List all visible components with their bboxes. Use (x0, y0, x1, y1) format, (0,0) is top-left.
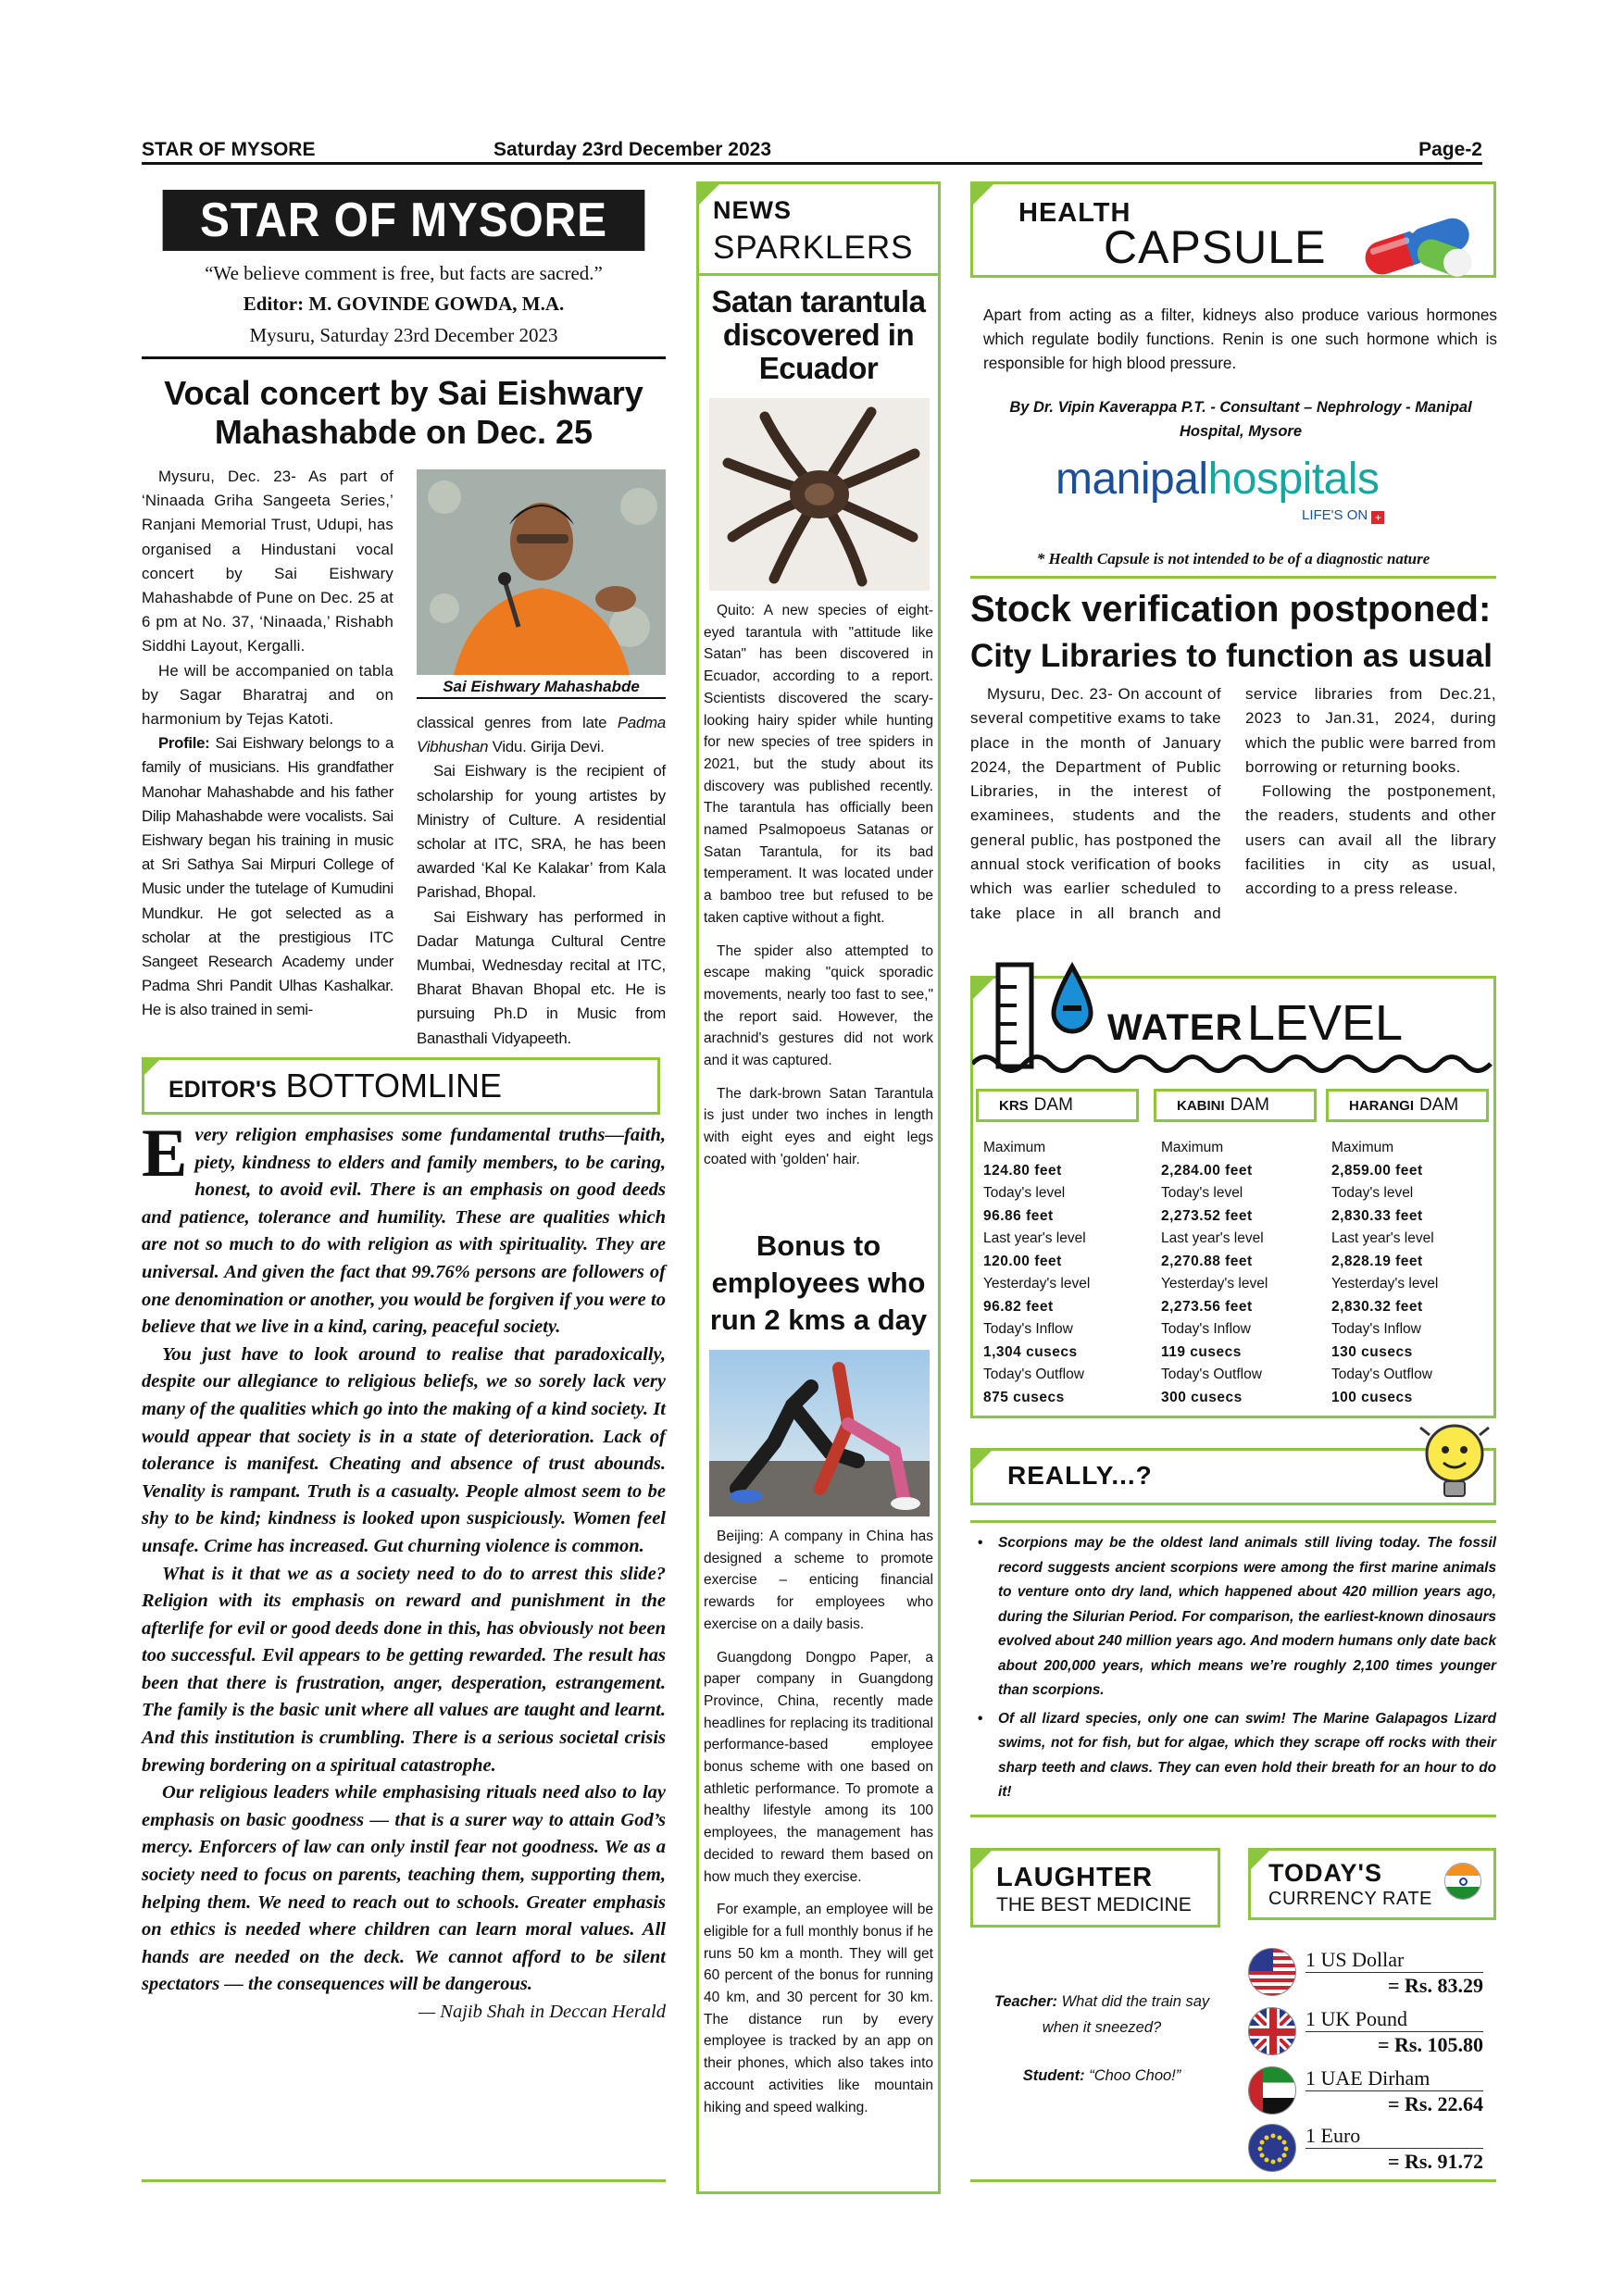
story-para: The dark-brown Satan Tarantula is just under two inches in length with eight eyes and eight legs coated with 'golden' hair. (704, 1085, 933, 1167)
editorial-body (142, 1116, 666, 2027)
krs-dam-header (976, 1089, 1139, 1122)
india-flag-icon (1444, 1863, 1481, 1900)
joke-line: What did the train say when it sneezed? (1042, 1993, 1210, 2036)
health-disclaimer: * Health Capsule is not intended to be of a diagnostic nature (1036, 550, 1430, 568)
sparklers-title-bold: NEWS (713, 196, 792, 224)
stock-body (970, 682, 1496, 926)
currency-row-usd (1248, 1948, 1483, 2000)
stat-label: Today's Outflow (983, 1366, 1084, 1382)
stock-subhead: City Libraries to function as usual (970, 638, 1493, 674)
concert-body-left (142, 465, 394, 1023)
currency-name: 1 UAE Dirham (1305, 2066, 1430, 2090)
dam-abbr: KRS (999, 1098, 1029, 1114)
stat-value: 2,284.00 feet (1161, 1162, 1253, 1179)
title-corner-mark (970, 181, 996, 207)
title-corner-mark (142, 1057, 162, 1078)
health-title-bold: HEALTH (1018, 198, 1131, 228)
masthead-rule (142, 356, 666, 359)
editorial-bottom-rule (142, 2179, 666, 2182)
harangi-dam-header (1326, 1089, 1489, 1122)
dam-abbr: HARANGI (1349, 1098, 1414, 1114)
logo-part-b: hospitals (1207, 455, 1380, 504)
editorial-text: very religion emphasises some fundamental truths—faith, piety, kindness to elders and family members, to be caring, honest, to avoid evil. There is an emphasis on good deeds and patience, tolerance and humility. These are qualities which are not so much to do with religion as with spirituality. They are universal. And given the fact that 99.76% persons are followers of one denomination or another, you would be forgiven if you were to believe that we live in a kind, caring, peaceful society. (142, 1125, 666, 1338)
pill-capsule-icon (1354, 202, 1493, 285)
health-title: CAPSULE (1104, 221, 1327, 273)
tarantula-body (704, 600, 933, 1171)
stat-value: 96.82 feet (983, 1298, 1054, 1315)
header-page-number: Page-2 (1418, 139, 1482, 160)
manipal-tagline (1302, 507, 1384, 524)
laughter-title: LAUGHTER (996, 1863, 1154, 1892)
story-para: Quito: A new species of eight-eyed tarantula with "attitude like Satan" has been discovered in Ecuador, according to a report. Scientists discovered the scary-looking hairy spider while hunting for new species of tree spiders in 2021, but the study about its discovery was published recently. The tarantula has officially been named Psalmopoeus Satanas or Satan Tarantula, for its bad temperament. It was located under a bamboo tree but refused to be taken captive without a fight. (704, 603, 933, 926)
us-flag-icon (1248, 1948, 1296, 1996)
sparklers-title-rule (696, 273, 941, 276)
stat-label: Yesterday's level (1331, 1276, 1439, 1292)
stat-value: 2,270.88 feet (1161, 1253, 1253, 1269)
stat-value: 96.86 feet (983, 1207, 1054, 1224)
editorial-para: You just have to look around to realise that paradoxically, despite our allegiance to religious beliefs, we so sorely lack very many of the qualities which go into the making of a kind society. It would appear that society is in a state of deterioration. Lack of tolerance is manifest. Cheating and absence of trust abounds. Venality is rampant. Truth is a casualty. People almost seem to be shy to be kind; kindness is looked upon suspiciously. Women feel unsafe. Crime has increased. Gut churning violence is common. (142, 1343, 666, 1556)
speaker-label: Student: (1022, 2067, 1085, 2084)
drop-cap: E (142, 1116, 188, 1192)
story-para: The spider also attempted to escape making "quick sporadic movements, nearly too fast to see," the report said. However, the arachnid's gestures did not work and it was captured. (704, 942, 933, 1069)
stat-label: Last year's level (1331, 1230, 1434, 1246)
krs-dam-stats (983, 1137, 1141, 1409)
stat-value: 130 cusecs (1331, 1343, 1413, 1360)
stat-value: 2,830.33 feet (1331, 1207, 1423, 1224)
stat-value: 2,830.32 feet (1331, 1298, 1423, 1315)
concert-text: Vidu. Girija Devi. (488, 738, 605, 756)
dam-label: DAM (1033, 1095, 1073, 1115)
stat-value: 100 cusecs (1331, 1389, 1413, 1405)
laughter-subtitle: THE BEST MEDICINE (996, 1894, 1192, 1915)
row-divider (1305, 2148, 1483, 2149)
health-bottom-rule (970, 576, 1496, 579)
stat-value: 124.80 feet (983, 1162, 1062, 1179)
stat-value: 2,859.00 feet (1331, 1162, 1423, 1179)
water-title-bold: WATER (1107, 1007, 1243, 1048)
health-byline: By Dr. Vipin Kaverappa P.T. - Consultant – Nephrology - Manipal Hospital, Mysore (1009, 399, 1472, 440)
stat-value: 1,304 cusecs (983, 1343, 1078, 1360)
stat-label: Maximum (1331, 1140, 1394, 1155)
editorial-title-bold: EDITOR'S (169, 1077, 277, 1103)
concert-para: He will be accompanied on tabla by Sagar Bharatraj and on harmonium by Tejas Katoti. (142, 661, 394, 729)
stat-label: Last year's level (1161, 1230, 1264, 1246)
profile-text: Sai Eishwary belongs to a family of musicians. His grandfather Manohar Mahashabde and his father Dilip Mahashabde were vocalists. Sai Eishwary began his training in music at Sri Sathya Sai Mirpuri College of Music under the tutelage of Kumudini Mundkur. He got selected as a scholar at the prestigious ITC Sangeet Research Academy under Padma Shri Pandit Ulhas Kashalkar. He is also trained in semi- (142, 734, 394, 1019)
stat-label: Today's Outflow (1161, 1366, 1262, 1382)
joke-teacher (983, 1989, 1220, 2040)
currency-subtitle: CURRENCY RATE (1268, 1889, 1432, 1909)
masthead-logo: STAR OF MYSORE (163, 190, 645, 251)
kabini-dam-header (1154, 1089, 1317, 1122)
header-paper-name: STAR OF MYSORE (142, 139, 316, 160)
uae-flag-icon (1248, 2066, 1296, 2115)
concert-para (142, 731, 394, 1022)
editorial-title (169, 1066, 502, 1110)
fact-text: Of all lizard species, only one can swim! The Marine Galapagos Lizard swims, not for fish, but for algae, which they scrape off rocks with their sharp teeth and claws. They can even hold their breath for an hour to do it! (998, 1710, 1496, 1800)
concert-body-right (417, 711, 666, 1051)
currency-name: 1 UK Pound (1305, 2007, 1408, 2030)
eu-flag-icon (1248, 2124, 1296, 2172)
bottom-rule (970, 2179, 1496, 2182)
masthead-motto: “We believe comment is free, but facts are sacred.” (205, 262, 603, 284)
currency-rate: = Rs. 83.29 (1388, 1974, 1483, 1997)
story-para: Guangdong Dongpo Paper, a paper company in Guangdong Province, China, recently made headlines for replacing its traditional performance-based employee bonus scheme with one based on athletic performance. To promote a healthy lifestyle among its 100 employees, the management has decided to reward them based on how much they exercise. (704, 1649, 933, 1885)
harangi-dam-stats (1331, 1137, 1489, 1409)
currency-rate: = Rs. 105.80 (1378, 2033, 1483, 2056)
concert-para: Sai Eishwary is the recipient of scholarship for young artistes by Ministry of Culture. A residential scholar at ITC, SRA, he has been awarded ‘Kal Ke Kalakar’ from Kala Parishad, Bhopal. (417, 762, 666, 902)
masthead-dateline: Mysuru, Saturday 23rd December 2023 (249, 324, 558, 346)
logo-part-a: manipal (1056, 455, 1208, 504)
currency-row-eur (1248, 2124, 1483, 2176)
tarantula-headline: Satan tarantula discovered in Ecuador (711, 284, 926, 385)
stat-label: Yesterday's level (983, 1276, 1091, 1292)
water-title-text: LEVEL (1246, 995, 1404, 1051)
stat-label: Today's level (1161, 1185, 1243, 1201)
sparklers-title: SPARKLERS (713, 230, 914, 266)
stat-label: Yesterday's level (1161, 1276, 1268, 1292)
stat-value: 2,828.19 feet (1331, 1253, 1423, 1269)
editorial-title-text: BOTTOMLINE (285, 1067, 503, 1104)
really-bottom-rule (970, 1815, 1496, 1817)
logo-tagline: LIFE'S ON (1302, 507, 1368, 523)
stock-headline: Stock verification postponed: (970, 589, 1492, 630)
header-date: Saturday 23rd December 2023 (493, 139, 771, 160)
dam-abbr: KABINI (1177, 1098, 1225, 1114)
story-para: For example, an employee will be eligible for a full monthly bonus if he runs 50 km a month. They will get 60 percent of the bonus for running 40 km, and 30 percent for 30 km. The distance run by every employee is tracked by an app on their phones, which also takes into account activities like mountain hiking and speed walking. (704, 1902, 933, 2115)
stat-label: Last year's level (983, 1230, 1086, 1246)
editorial-para (142, 1116, 666, 1341)
concert-para (417, 711, 666, 759)
list-item (978, 1707, 1496, 1805)
tarantula-photo (709, 398, 930, 591)
stat-value: 2,273.56 feet (1161, 1298, 1253, 1315)
stock-para: Following the postponement, the readers, students and other users can avail all the library facilities in city as usual, according to a press release. (1245, 782, 1496, 898)
photo-caption: Sai Eishwary Mahashabde (417, 675, 666, 699)
bonus-headline: Bonus to employees who run 2 kms a day (709, 1229, 928, 1336)
editorial-para: Our religious leaders while emphasising rituals need also to lay emphasis on basic goodness — that is a surer way to attain God’s mercy. Enforcers of law can only instil fear not goodness. We as a society need to focus on parents, teaching them, supporting them, helping them. We need to reach out to schools. Greater emphasis on ethics is needed where children can learn moral values. All hands are needed on the deck. We cannot afford to be silent spectators — the consequences will be dangerous. (142, 1782, 666, 1995)
currency-row-gbp (1248, 2007, 1483, 2059)
kabini-dam-stats (1161, 1137, 1318, 1409)
currency-rate: = Rs. 91.72 (1388, 2150, 1483, 2173)
health-text: Apart from acting as a filter, kidneys also produce various hormones which regulate bodily functions. Renin is one such hormone which is responsible for high blood pressure. (983, 306, 1497, 373)
manipal-logo (1056, 454, 1426, 505)
concert-headline: Vocal concert by Sai Eishwary Mahashabde on Dec. 25 (164, 374, 643, 451)
editorial-title-box (142, 1057, 660, 1115)
stat-label: Today's Inflow (1331, 1321, 1421, 1337)
dam-label: DAM (1419, 1095, 1459, 1115)
water-title (1107, 994, 1403, 1052)
stat-label: Maximum (1161, 1140, 1224, 1155)
stat-label: Maximum (983, 1140, 1046, 1155)
joke-student (983, 2063, 1220, 2089)
title-corner-mark (970, 1848, 994, 1872)
editorial-para: What is it that we as a society need to do to arrest this slide? Religion with its emphasis on reward and punishment in the afterlife for evil or good deeds done in this, has obviously not been too successful. Evil appears to be getting rewarded. The result has been that there is frustration, anger, desperation, estrangement. The family is the basic unit where all values are taught and learnt. And this institution is crumbling. There is a serious societal crisis brewing bordering on a spiritual catastrophe. (142, 1563, 666, 1776)
stat-value: 120.00 feet (983, 1253, 1062, 1269)
really-list (978, 1531, 1496, 1805)
list-item (978, 1531, 1496, 1703)
masthead-editor: Editor: M. GOVINDE GOWDA, M.A. (243, 293, 565, 315)
dam-label: DAM (1230, 1095, 1269, 1115)
row-divider (1305, 2031, 1483, 2032)
really-title: REALLY...? (1007, 1461, 1153, 1490)
uk-flag-icon (1248, 2007, 1296, 2055)
runners-photo (709, 1350, 930, 1516)
stat-value: 300 cusecs (1161, 1389, 1243, 1405)
currency-name: 1 Euro (1305, 2124, 1361, 2147)
currency-rate: = Rs. 22.64 (1388, 2092, 1483, 2115)
row-divider (1305, 1972, 1483, 1973)
stat-value: 119 cusecs (1161, 1343, 1242, 1360)
editorial-source: — Najib Shah in Deccan Herald (418, 2002, 666, 2022)
currency-title: TODAY'S (1268, 1859, 1382, 1887)
currency-row-aed (1248, 2066, 1483, 2118)
bonus-body (704, 1526, 933, 2118)
title-corner-mark (970, 1448, 994, 1472)
lightbulb-icon (1413, 1418, 1496, 1507)
profile-label: Profile: (158, 734, 210, 753)
red-cross-icon: + (1371, 511, 1384, 524)
stat-label: Today's Inflow (1161, 1321, 1251, 1337)
concert-para: Mysuru, Dec. 23- As part of ‘Ninaada Griha Sangeeta Series,’ Ranjani Memorial Trust, Udupi, has organised a Hindustani vocal concert by Sai Eishwary Mahashabde of Pune on Dec. 25 at 6 pm at No. 37, ‘Ninaada,’ Rishabh Siddhi Layout, Kergalli. (142, 468, 394, 655)
really-rule (970, 1520, 1496, 1523)
stock-para: Mysuru, Dec. 23- On account of several competitive exams to take place in the month of January 2024, the Department of Public Libraries, in the interest of examinees, students and the general public, has postponed the annual stock verification of books which was earlier scheduled to take place in all branch and service libraries from Dec.21, 2023 to Jan.31, 2024, during which the public were barred from borrowing or returning books. (970, 685, 1496, 922)
stat-label: Today's Outflow (1331, 1366, 1432, 1382)
joke-line: “Choo Choo!” (1084, 2067, 1181, 2084)
stat-label: Today's level (983, 1185, 1066, 1201)
wave-decoration (972, 1050, 1494, 1078)
row-divider (1305, 2090, 1483, 2091)
page-header (142, 139, 1482, 165)
bullet: • (978, 1710, 983, 1727)
concert-para: Sai Eishwary has performed in Dadar Matunga Cultural Centre Mumbai, Wednesday recital at ITC, Bharat Bhavan Bhopal etc. He is pursuing Ph.D in Music from Banasthali Vidyapeeth. (417, 907, 666, 1047)
currency-name: 1 US Dollar (1305, 1948, 1405, 1971)
singer-photo (417, 469, 666, 675)
stat-value: 2,273.52 feet (1161, 1207, 1253, 1224)
stat-label: Today's level (1331, 1185, 1414, 1201)
fact-text: Scorpions may be the oldest land animals still living today. The fossil record suggests ancient scorpions were among the first marine animals to venture onto dry land, which happened about 420 million years ago, during the Silurian Period. For comparison, the earliest-known dinosaurs evolved about 240 million years ago. And modern humans only date back about 200,000 years, which means we’re roughly 2,100 times younger than scorpions. (998, 1535, 1496, 1698)
concert-text: classical genres from late (417, 714, 618, 731)
stat-value: 875 cusecs (983, 1389, 1065, 1405)
stat-label: Today's Inflow (983, 1321, 1073, 1337)
speaker-label: Teacher: (993, 1993, 1057, 2010)
story-para: Beijing: A company in China has designed a scheme to promote exercise – enticing financial rewards for employees who exercise on a daily basis. (704, 1529, 933, 1632)
concert-text-italic: Padma Vibhushan (417, 714, 666, 756)
bullet: • (978, 1535, 983, 1551)
